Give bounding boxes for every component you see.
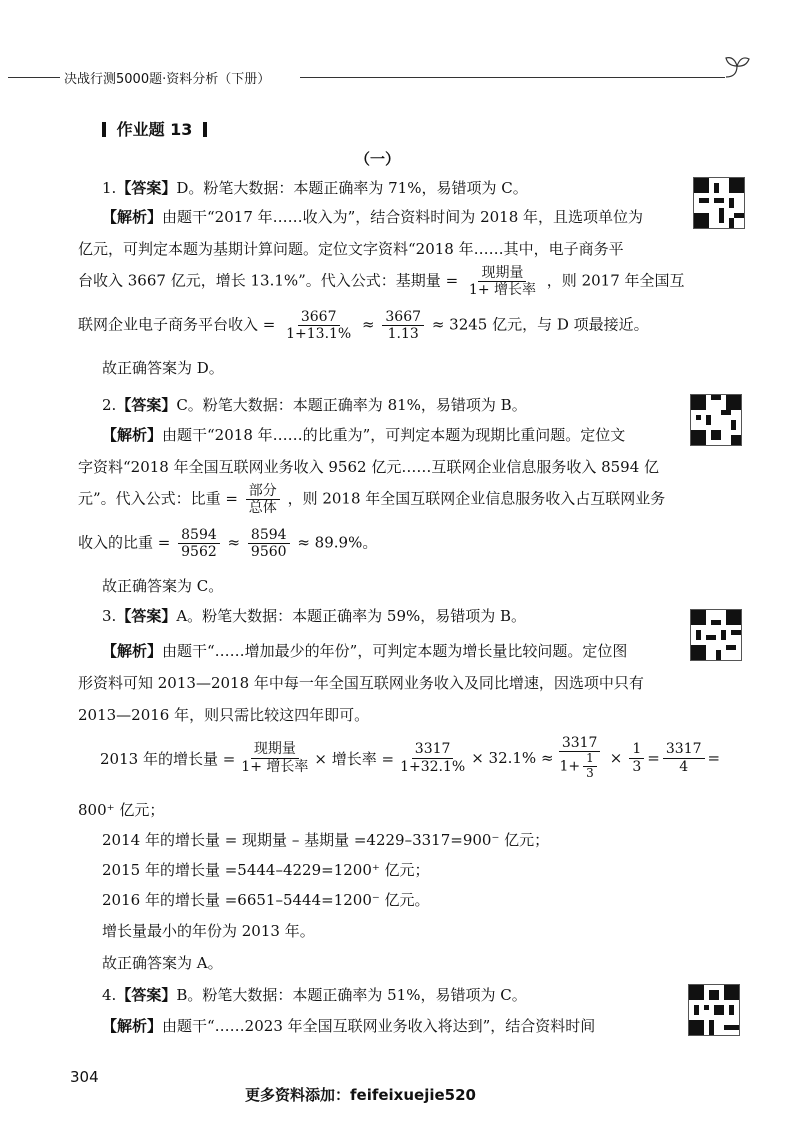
frac-den: 9562 [181,544,217,561]
q1-analysis-tag: 【解析】 [102,208,163,226]
q1-analysis-text1: 由题干“2017 年……收入为”，结合资料时间为 2018 年，且选项单位为 [162,208,644,226]
q3-conclusion: 故正确答案为 A。 [102,954,223,972]
frac-den: 3 [632,758,642,775]
q3-analysis-line3: 2013—2016 年，则只需比较这四年即可。 [78,706,370,724]
sprout-icon [722,52,752,82]
q1-l3b: ，则 2017 年全国互 [546,271,685,290]
approx-symbol: ≈ [362,315,375,334]
formula-base-period [466,265,539,298]
q1-answer-text: D。粉笔大数据：本题正确率为 71%，易错项为 C。 [176,179,528,197]
q3-year-2014: 2014 年的增长量 = 现期量 – 基期量 =4229–3317=900⁻ 亿元； [102,831,550,849]
q1-l4b: ≈ 3245 亿元，与 D 项最接近。 [431,315,649,334]
frac-8594-over-9560 [248,527,290,560]
header-rule-left [8,77,60,78]
frac-den: 1+ 增长率 [241,758,309,775]
frac-den: 4 [679,758,689,775]
q3-analysis-tag: 【解析】 [102,642,163,660]
q3-analysis-line1 [102,640,627,661]
q4-answer-text: B。粉笔大数据：本题正确率为 51%，易错项为 C。 [176,986,527,1004]
q3-analysis-text1: 由题干“……增加最少的年份”，可判定本题为增长量比较问题。定位图 [162,642,628,660]
eq-term2: × 32.1% ≈ [471,749,554,767]
q2-answer-tag: 【答案】 [116,396,177,414]
q2-number: 2. [102,396,117,414]
q3-answer-text: A。粉笔大数据：本题正确率为 59%，易错项为 B。 [176,607,527,625]
frac-3317-over-1-plus-third [557,735,603,781]
q1-l4a: 联网企业电子商务平台收入 = [78,315,276,334]
frac-current-over-growth [238,741,311,774]
q2-answer-text: C。粉笔大数据：本题正确率为 81%，易错项为 B。 [176,396,527,414]
q1-number: 1. [102,179,117,197]
eq-term5: = [707,749,721,767]
q2-l3a: 元”。代入公式：比重 = [78,489,239,508]
frac-den [557,752,603,781]
section-bar-right [203,122,207,137]
frac-num: 3667 [298,309,340,326]
q3-year-2015: 2015 年的增长量 =5444–4229=1200⁺ 亿元； [102,861,430,879]
q2-l4a: 收入的比重 = [78,533,171,552]
eq-term4: = [647,749,660,767]
q2-analysis-line3 [78,483,665,516]
frac-num: 8594 [248,527,290,544]
q1-conclusion: 故正确答案为 D。 [102,359,224,377]
frac-num: 3317 [663,741,705,758]
page-number: 304 [70,1068,99,1086]
frac-den: 1+ 增长率 [468,282,537,299]
frac-den: 1+32.1% [400,758,466,775]
q1-answer-tag: 【答案】 [116,179,177,197]
den-prefix: 1+ [559,758,581,775]
footer-contact: 更多资料添加：feifeixuejie520 [245,1086,476,1104]
section-title-text: 作业题 13 [116,120,193,139]
q4-answer-tag: 【答案】 [116,986,177,1004]
q2-analysis-line1 [102,424,625,445]
frac-3667-over-113 [382,309,424,342]
frac-den: 总体 [248,500,277,517]
frac-3667-over-1131 [283,309,354,342]
qr-code-icon [690,394,742,446]
frac-num: 部分 [246,483,280,500]
frac-num: 现期量 [251,741,299,758]
q1-analysis-line1 [102,206,643,227]
q1-analysis-line3 [78,265,685,298]
q1-analysis-line4 [78,309,649,342]
frac-3317-over-4 [663,741,705,774]
q3-answer-tag: 【答案】 [116,607,177,625]
eq-term3: × [609,749,623,767]
q2-l4b: ≈ 89.9%。 [297,533,378,552]
qr-code-icon [693,177,745,229]
frac-den: 1+13.1% [286,326,352,343]
q3-min-year: 增长量最小的年份为 2013 年。 [102,922,315,940]
q3-answer-line [102,605,526,626]
q4-analysis-text1: 由题干“……2023 年全国互联网业务收入将达到”，结合资料时间 [162,1017,596,1035]
approx-symbol: ≈ [227,533,241,552]
q1-analysis-line2: 亿元，可判定本题为基期计算问题。定位文字资料“2018 年……其中，电子商务平 [78,240,624,258]
q2-l3b: ，则 2018 年全国互联网企业信息服务收入占互联网业务 [287,489,666,508]
frac-3317-over-1321 [397,741,468,774]
q3-eq-tail: 800⁺ 亿元； [78,801,165,819]
q4-answer-line [102,984,527,1005]
qr-code-icon [690,609,742,661]
q1-answer-line [102,177,528,198]
q4-number: 4. [102,986,117,1004]
frac-num: 现期量 [478,265,526,282]
q2-analysis-line4 [78,527,377,560]
frac-one-third [583,752,597,781]
q3-analysis-line2: 形资料可知 2013—2018 年中每一年全国互联网业务收入及同比增速，因选项中只有 [78,674,644,692]
formula-proportion [246,483,280,516]
frac-one-third-b [629,741,644,774]
frac-num: 1 [583,752,597,767]
q2-analysis-tag: 【解析】 [102,426,163,444]
section-title [102,117,207,140]
frac-num: 8594 [178,527,220,544]
part-label: （一） [355,150,401,168]
header-rule-right [300,77,725,78]
q4-analysis-tag: 【解析】 [102,1017,163,1035]
frac-num: 3317 [559,735,601,752]
frac-den: 1.13 [387,326,419,343]
q2-analysis-text1: 由题干“2018 年……的比重为”，可判定本题为现期比重问题。定位文 [162,426,626,444]
frac-num: 3667 [382,309,424,326]
qr-code-icon [688,984,740,1036]
section-bar-left [102,122,106,137]
q2-answer-line [102,394,527,415]
frac-num: 1 [629,741,644,758]
q2-analysis-line2: 字资料“2018 年全国互联网业务收入 9562 亿元……互联网企业信息服务收入 8594 亿 [78,458,660,476]
frac-8594-over-9562 [178,527,220,560]
frac-den: 9560 [250,544,287,561]
q2-conclusion: 故正确答案为 C。 [102,577,224,595]
eq-term1: × 增长率 = [314,749,395,768]
q4-analysis-line1 [102,1015,595,1036]
q3-equation-2013 [100,727,720,789]
q3-year-2016: 2016 年的增长量 =6651–5444=1200⁻ 亿元。 [102,891,430,909]
frac-num: 3317 [412,741,454,758]
q1-l3a: 台收入 3667 亿元，增长 13.1%”。代入公式：基期量 = [78,271,459,290]
eq-lead: 2013 年的增长量 = [100,749,236,768]
header-title: 决战行测5000题·资料分析（下册） [64,72,271,87]
q3-number: 3. [102,607,117,625]
frac-den: 3 [586,766,594,781]
